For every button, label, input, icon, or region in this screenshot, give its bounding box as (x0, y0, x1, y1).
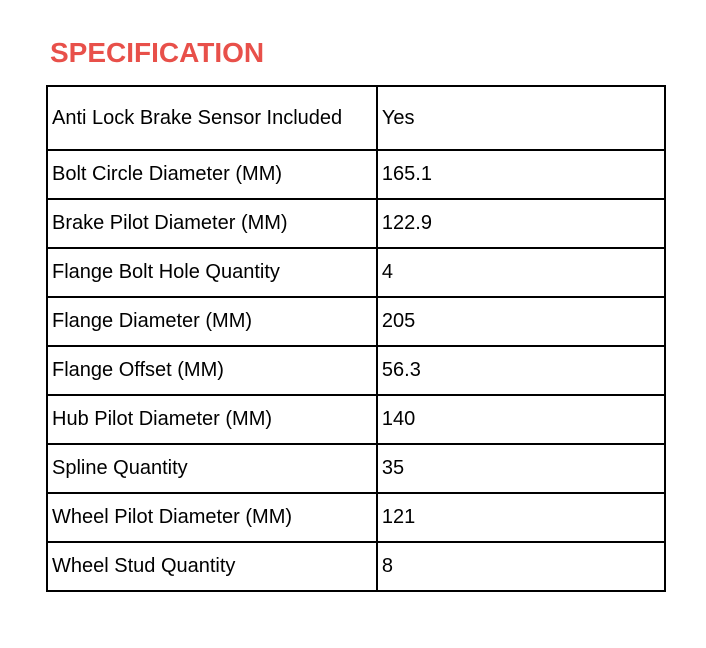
spec-label: Bolt Circle Diameter (MM) (47, 150, 377, 199)
spec-value: Yes (377, 86, 665, 150)
table-row (47, 346, 665, 395)
table-row (47, 444, 665, 493)
table-row (47, 86, 665, 150)
spec-value: 8 (377, 542, 665, 591)
spec-label: Hub Pilot Diameter (MM) (47, 395, 377, 444)
table-row (47, 150, 665, 199)
spec-label: Brake Pilot Diameter (MM) (47, 199, 377, 248)
spec-label: Wheel Pilot Diameter (MM) (47, 493, 377, 542)
table-row (47, 248, 665, 297)
specification-table-body (47, 86, 665, 591)
spec-label: Spline Quantity (47, 444, 377, 493)
table-row (47, 395, 665, 444)
spec-label: Anti Lock Brake Sensor Included (47, 86, 377, 150)
spec-value: 4 (377, 248, 665, 297)
page-title: SPECIFICATION (50, 37, 265, 68)
table-row (47, 199, 665, 248)
specification-table (46, 85, 666, 592)
spec-value: 35 (377, 444, 665, 493)
table-row (47, 297, 665, 346)
spec-value: 165.1 (377, 150, 665, 199)
spec-label: Flange Bolt Hole Quantity (47, 248, 377, 297)
spec-value: 122.9 (377, 199, 665, 248)
spec-value: 121 (377, 493, 665, 542)
table-row (47, 493, 665, 542)
spec-label: Flange Diameter (MM) (47, 297, 377, 346)
spec-label: Wheel Stud Quantity (47, 542, 377, 591)
spec-value: 205 (377, 297, 665, 346)
spec-label: Flange Offset (MM) (47, 346, 377, 395)
table-row (47, 542, 665, 591)
spec-value: 140 (377, 395, 665, 444)
spec-value: 56.3 (377, 346, 665, 395)
